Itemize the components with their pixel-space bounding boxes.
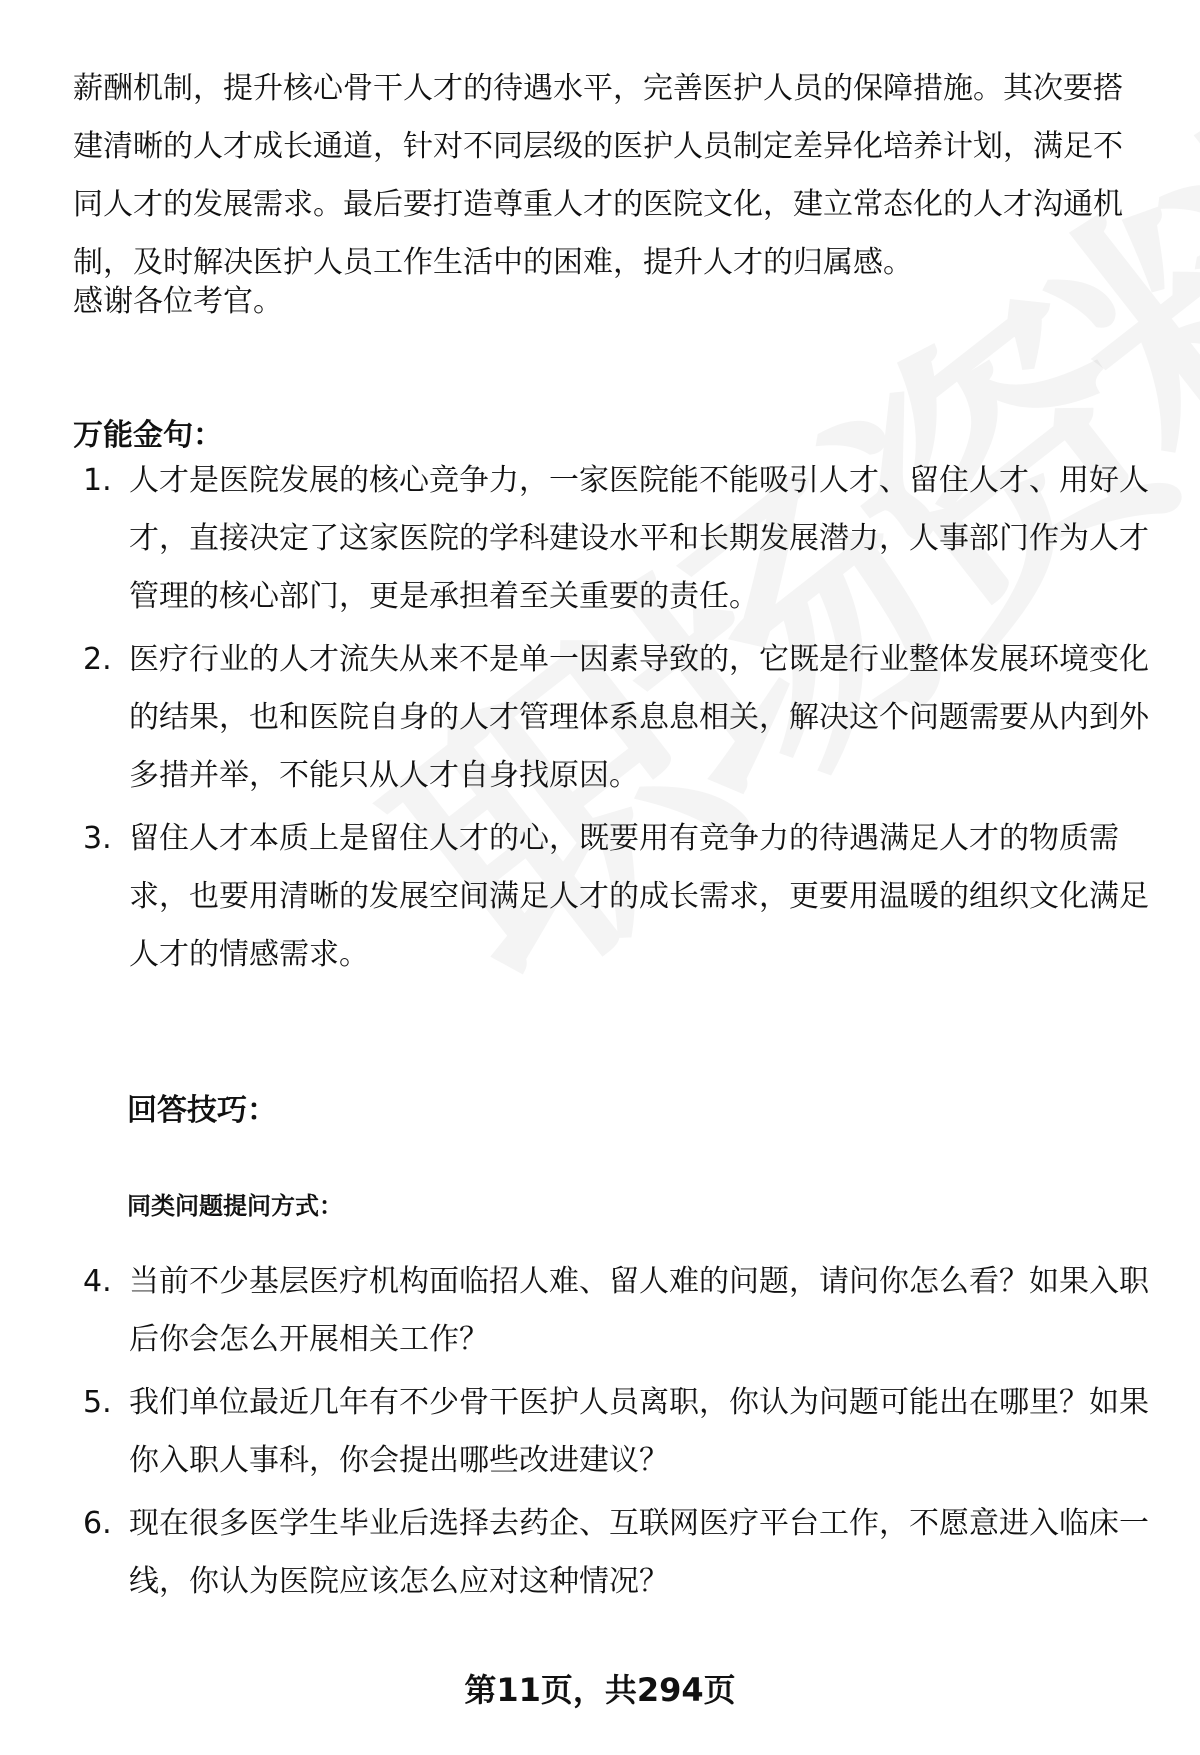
list-item	[73, 1374, 1153, 1490]
item-number: 3.	[83, 821, 112, 856]
item-text: 人才是医院发展的核心竞争力，一家医院能不能吸引人才、留住人才、用好人才，直接决定了这家医院的学科建设水平和长期发展潜力，人事部门作为人才管理的核心部门，更是承担着至关重要的责任。	[129, 463, 1149, 614]
answer-tips-heading: 回答技巧：	[127, 1093, 277, 1128]
list-item	[73, 1253, 1153, 1369]
page-footer: 第11页，共294页	[464, 1671, 736, 1709]
similar-questions-list	[73, 1253, 1153, 1616]
item-number: 4.	[83, 1264, 112, 1299]
item-number: 2.	[83, 642, 112, 677]
list-item	[73, 452, 1153, 626]
item-number: 6.	[83, 1506, 112, 1541]
closing-line: 感谢各位考官。	[73, 284, 283, 319]
golden-sentences-list	[73, 452, 1153, 989]
similar-questions-heading: 同类问题提问方式：	[127, 1192, 343, 1220]
item-text: 医疗行业的人才流失从来不是单一因素导致的，它既是行业整体发展环境变化的结果，也和医院自身的人才管理体系息息相关，解决这个问题需要从内到外多措并举，不能只从人才自身找原因。	[129, 642, 1149, 793]
list-item	[73, 631, 1153, 805]
item-text: 留住人才本质上是留住人才的心，既要用有竞争力的待遇满足人才的物质需求，也要用清晰的发展空间满足人才的成长需求，更要用温暖的组织文化满足人才的情感需求。	[129, 821, 1149, 972]
item-number: 1.	[83, 463, 112, 498]
intro-paragraph: 薪酬机制，提升核心骨干人才的待遇水平，完善医护人员的保障措施。其次要搭建清晰的人才成长通道，针对不同层级的医护人员制定差异化培养计划，满足不同人才的发展需求。最后要打造尊重人才的医院文化，建立常态化的人才沟通机制，及时解决医护人员工作生活中的困难，提升人才的归属感。	[73, 71, 1123, 280]
item-text: 我们单位最近几年有不少骨干医护人员离职，你认为问题可能出在哪里？如果你入职人事科，你会提出哪些改进建议？	[129, 1385, 1149, 1478]
list-item	[73, 810, 1153, 984]
list-item	[73, 1495, 1153, 1611]
item-number: 5.	[83, 1385, 112, 1420]
item-text: 当前不少基层医疗机构面临招人难、留人难的问题，请问你怎么看？如果入职后你会怎么开展相关工作？	[129, 1264, 1149, 1357]
golden-sentences-heading: 万能金句：	[73, 418, 223, 453]
item-text: 现在很多医学生毕业后选择去药企、互联网医疗平台工作，不愿意进入临床一线，你认为医院应该怎么应对这种情况？	[129, 1506, 1149, 1599]
